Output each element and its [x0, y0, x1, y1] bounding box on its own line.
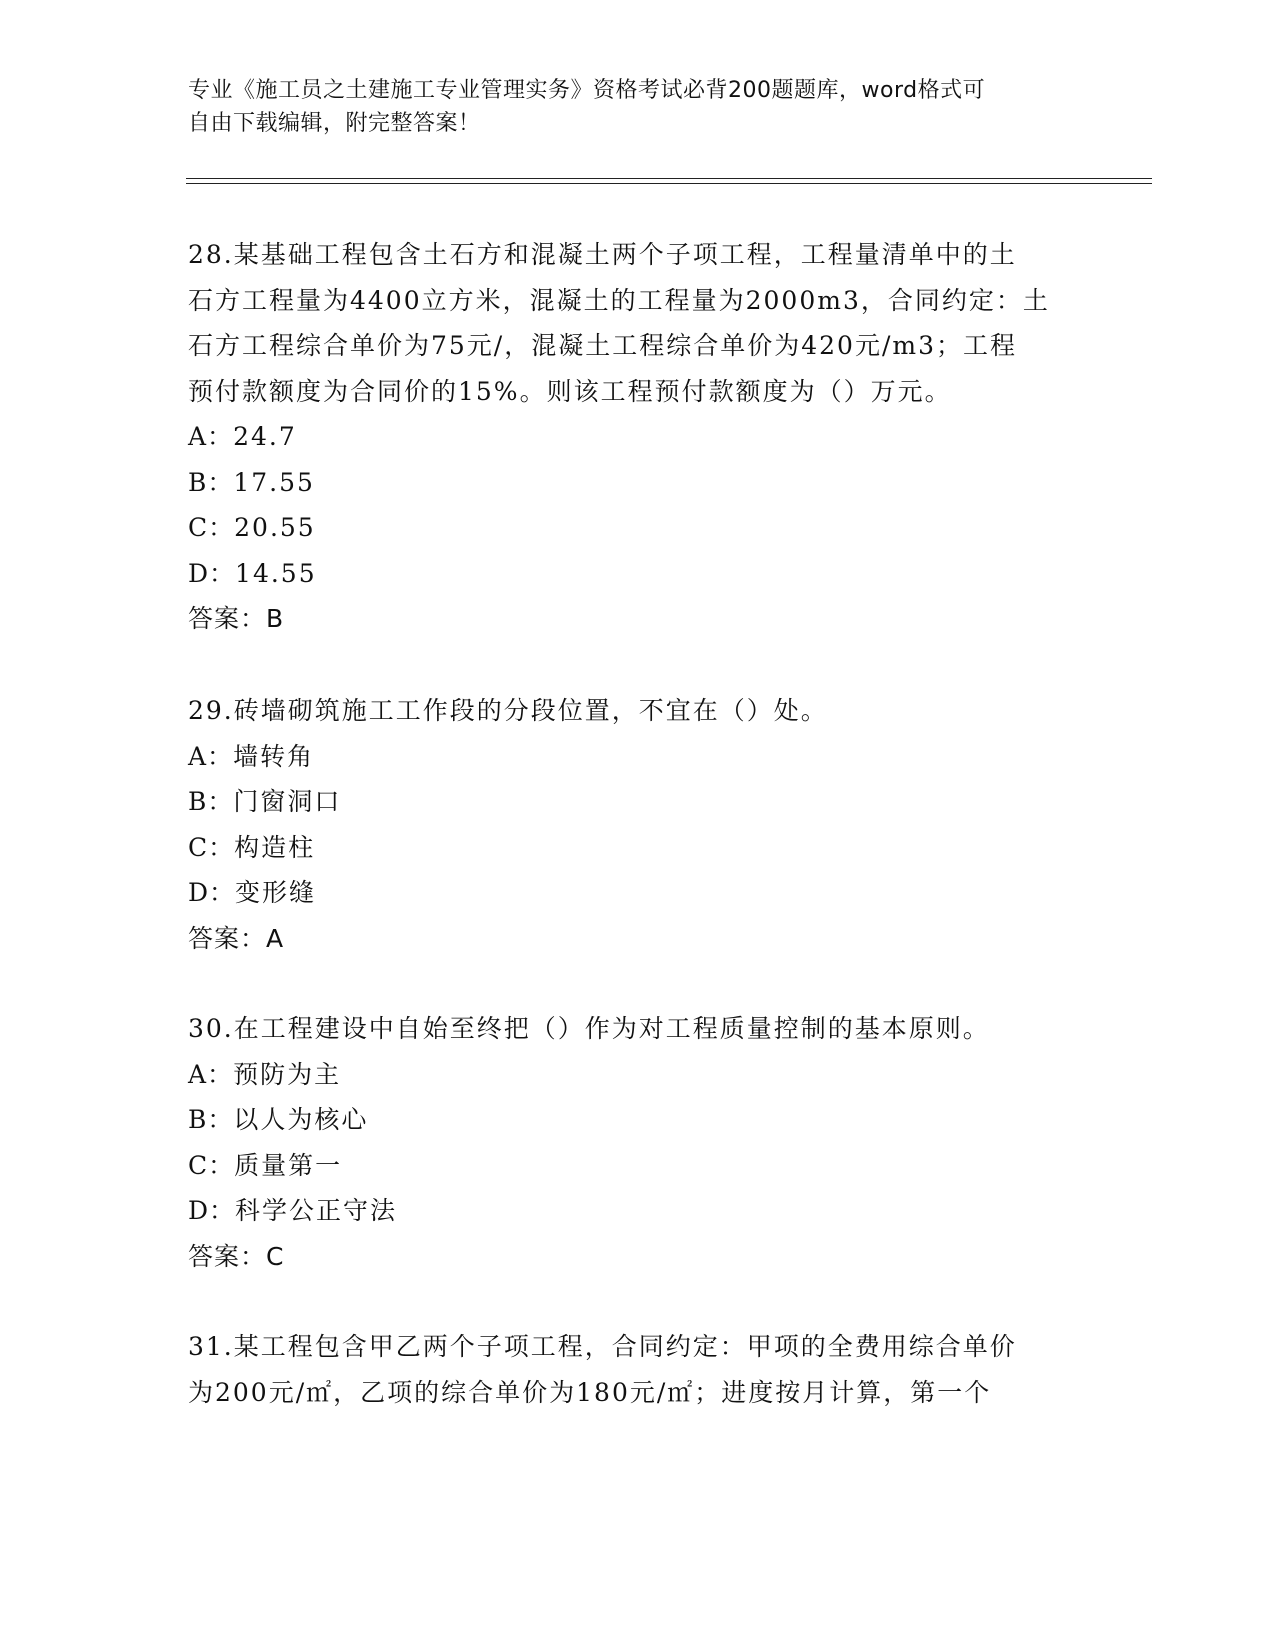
option-d [188, 551, 1088, 597]
header-line-2: 自由下载编辑，附完整答案！ [188, 111, 481, 136]
option-letter: B： [188, 467, 234, 497]
option-text: 变形缝 [235, 878, 317, 907]
option-letter: C： [188, 513, 235, 542]
option-c [188, 505, 1088, 551]
question-stem-line: 为200元/㎡，乙项的综合单价为180元/㎡；进度按月计算，第一个 [188, 1377, 992, 1407]
question-stem-line: 28.某基础工程包含土石方和混凝土两个子项工程，工程量清单中的土 [188, 240, 1017, 269]
option-c [188, 825, 1088, 871]
option-a [188, 1052, 1088, 1098]
option-text: 门窗洞口 [233, 787, 342, 816]
question-31 [188, 1324, 1088, 1415]
option-b [188, 460, 1088, 506]
option-letter: A： [188, 1059, 234, 1089]
answer-line: 答案：A [188, 923, 285, 953]
option-d [188, 870, 1088, 916]
option-b [188, 779, 1088, 825]
option-letter: C： [188, 1150, 235, 1180]
option-text: 14.55 [235, 558, 317, 588]
header-divider-bottom [186, 183, 1152, 184]
option-letter: B： [188, 1105, 234, 1134]
question-stem-line: 31.某工程包含甲乙两个子项工程，合同约定：甲项的全费用综合单价 [188, 1332, 1017, 1361]
option-letter: B： [188, 787, 234, 816]
option-text: 24.7 [233, 422, 297, 451]
option-letter: D： [188, 878, 236, 907]
question-stem-line: 30.在工程建设中自始至终把（）作为对工程质量控制的基本原则。 [188, 1014, 990, 1043]
option-text: 构造柱 [234, 832, 316, 862]
question-stem-line: 预付款额度为合同价的15%。则该工程预付款额度为（）万元。 [188, 376, 952, 406]
question-28 [188, 232, 1088, 642]
option-text: 墙转角 [233, 741, 315, 771]
option-a [188, 734, 1088, 780]
header-divider-top [186, 178, 1152, 179]
option-text: 17.55 [233, 467, 315, 497]
option-text: 预防为主 [233, 1059, 342, 1089]
answer-line: 答案：C [188, 1241, 285, 1271]
option-text: 质量第一 [234, 1150, 343, 1180]
question-stem-line: 石方工程综合单价为75元/，混凝土工程综合单价为420元/m3；工程 [188, 331, 1017, 360]
question-30 [188, 1006, 1088, 1279]
question-stem-line: 29.砖墙砌筑施工工作段的分段位置，不宜在（）处。 [188, 696, 828, 725]
option-text: 20.55 [234, 513, 316, 542]
header-line-1: 专业《施工员之土建施工专业管理实务》资格考试必背200题题库，word格式可 [188, 78, 986, 103]
option-letter: D： [188, 1196, 236, 1225]
answer-line: 答案：B [188, 604, 285, 633]
option-d [188, 1188, 1088, 1234]
option-a [188, 414, 1088, 460]
option-letter: A： [188, 422, 234, 451]
option-c [188, 1143, 1088, 1189]
option-letter: D： [188, 558, 236, 588]
option-letter: A： [188, 741, 234, 771]
question-29 [188, 688, 1088, 961]
question-stem-line: 石方工程量为4400立方米，混凝土的工程量为2000m3，合同约定：土 [188, 285, 1050, 315]
option-b [188, 1097, 1088, 1143]
option-text: 以人为核心 [233, 1105, 369, 1134]
document-header [188, 74, 1068, 140]
option-text: 科学公正守法 [235, 1196, 398, 1225]
option-letter: C： [188, 832, 235, 862]
